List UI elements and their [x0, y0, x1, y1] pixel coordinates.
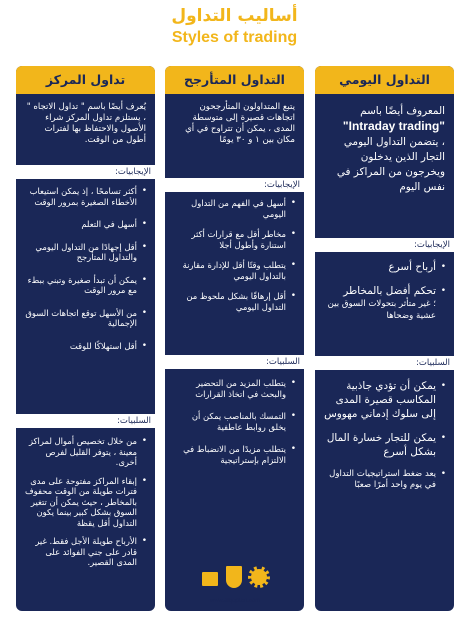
pros-list — [323, 260, 446, 332]
list-item: • أقل إرهاقًا بشكل ملحوظ من التداول اليومي — [173, 291, 296, 312]
list-item: • أسهل في التعلم — [24, 219, 147, 230]
column-swing-trading — [165, 66, 304, 611]
cons-label: السلبيات: — [165, 355, 304, 369]
column-day-trading — [315, 66, 454, 611]
list-item: • تحكم أفضل بالمخاطر ؛ غير متأثر بتحولات السوق بين عشية وضحاها — [323, 284, 446, 322]
column-header: تداول المركز — [16, 66, 155, 94]
list-item: • يتطلب مزيدًا من الانضباط في الالتزام بإستراتيجية — [173, 444, 296, 465]
list-item: • يعد ضغط استراتيجيات التداول في يوم واحد أمرًا صعبًا — [323, 469, 446, 491]
footer-url: www.alqoptan.com — [209, 598, 261, 604]
pros-list — [24, 186, 147, 358]
list-item: • التمسك بالمناصب يمكن أن يخلق روابط عاطفية — [173, 411, 296, 432]
book-logo-icon — [200, 570, 220, 588]
title-arabic: أساليب التداول — [171, 6, 298, 26]
column-intro — [322, 104, 445, 195]
cons-list — [24, 436, 147, 575]
list-item: • أقل استهلاكًا للوقت — [24, 341, 147, 352]
pros-note: ؛ غير متأثر بتحولات السوق بين عشية وضحاها — [327, 299, 436, 321]
list-item: • يمكن أن تؤدي جاذبية المكاسب قصيرة المدى إلى سلوك إدماني مهووس — [323, 379, 446, 421]
cons-list — [323, 379, 446, 501]
column-header: التداول المتأرجح — [165, 66, 304, 94]
pros-list — [173, 198, 296, 319]
list-item: • من خلال تخصيص أموال لمراكز معينة ، يتوفر القليل لفرص أخرى. — [24, 436, 147, 468]
cons-list — [173, 378, 296, 472]
pros-label: الإيجابيات: — [16, 165, 155, 179]
pros-label: الإيجابيات: — [165, 178, 304, 192]
list-item: • إبقاء المراكز مفتوحة على مدى فترات طويلة من الوقت محفوف بالمخاطر ، حيث يمكن أن تتغير السوق بشكل كبير بينما يكون التداول أقل يقظة — [24, 476, 147, 529]
cons-label: السلبيات: — [315, 356, 454, 370]
list-item: • الأرباح طويلة الأجل فقط. غير قادر على جني الفوائد على المدى القصير. — [24, 536, 147, 568]
pros-label: الإيجابيات: — [315, 238, 454, 252]
list-item: • أقل إجهادًا من التداول اليومي والتداول المتأرجح — [24, 242, 147, 263]
list-item: • أرباح أسرع — [323, 260, 446, 274]
list-item: • من الأسهل توقع اتجاهات السوق الإجمالية — [24, 308, 147, 329]
intro-part-2: ، يتضمن التداول اليومي التجار الذين يدخلون ويخرجون من المراكز في نفس اليوم — [336, 136, 445, 193]
list-item: • أكثر تسامحًا ، إذ يمكن استيعاب الأخطاء الصغيرة بمرور الوقت — [24, 186, 147, 207]
list-item: • يمكن للتجار خسارة المال بشكل أسرع — [323, 431, 446, 459]
brand-logos — [200, 562, 270, 598]
column-intro: يُعرف أيضًا باسم " تداول الاتجاه " ، يستلزم تداول المركز شراء الأصول والاحتفاظ بها لفترات أطول من الوقت. — [26, 102, 146, 145]
title-english: Styles of trading — [171, 29, 298, 46]
shield-logo-icon — [224, 564, 244, 590]
cons-label: السلبيات: — [16, 414, 155, 428]
list-item: • مخاطر أقل مع قرارات أكثر استنارة وأطول أجلا — [173, 229, 296, 250]
list-item: • يتطلب المزيد من التحضير والبحث في اتخاذ القرارات — [173, 378, 296, 399]
ship-wheel-logo-icon — [248, 566, 270, 588]
column-position-trading — [16, 66, 155, 611]
list-item: • يتطلب وقتًا أقل للإدارة مقارنة بالتداول اليومي — [173, 260, 296, 281]
intro-term: "Intraday trading" — [342, 119, 445, 133]
list-item: • أسهل في الفهم من التداول اليومي — [173, 198, 296, 219]
list-item: • يمكن أن تبدأ صغيرة وتبني ببطء مع مرور الوقت — [24, 275, 147, 296]
column-header: التداول اليومي — [315, 66, 454, 94]
intro-part-1: المعروف أيضًا باسم — [360, 105, 445, 117]
column-intro: يتبع المتداولون المتأرجحون اتجاهات قصيرة إلى متوسطة المدى ، يمكن أن تتراوح في أي مكان بين ١ و ٣٠ يومًا — [185, 102, 295, 145]
